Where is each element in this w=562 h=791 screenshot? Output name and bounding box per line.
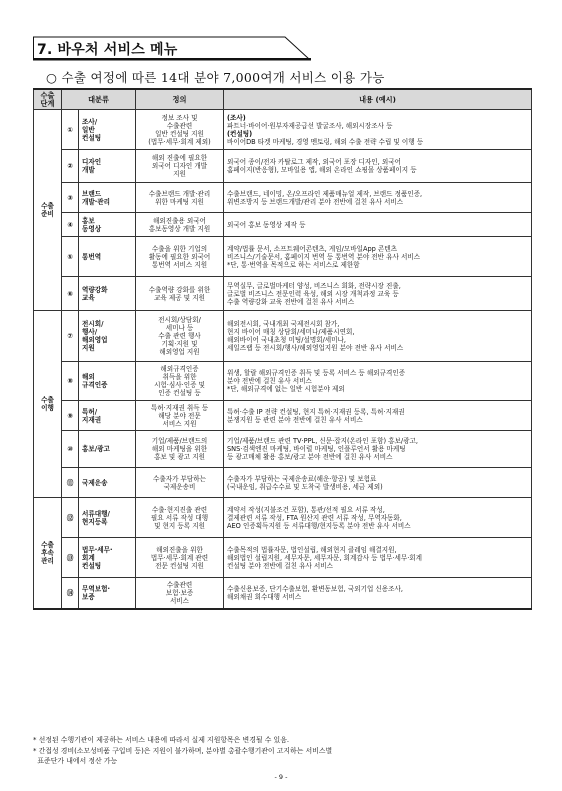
category-cell: 서류대행/ 현지등록 [79, 498, 136, 538]
row-number: ⑩ [62, 431, 79, 468]
content-line: 수출자가 부담하는 국제운송료(해운·항공) 및 보험료 [227, 474, 377, 483]
content-line: 특허·수출 IP 전략 컨설팅, 현지 특허·지재권 등록, 특허·지재권 [227, 407, 405, 416]
content-line: 해외법인 설립지원, 세무자문, 세무자문, 회계감사 등 법무·세무·회계 [227, 553, 423, 562]
definition-cell: 수출역량 강화를 위한 교육 제공 및 지원 [136, 277, 224, 311]
table-row [34, 277, 532, 311]
content-line: 계약/법률 문서, 소프트웨어콘텐츠, 게임/모바일App 콘텐츠 [227, 244, 398, 253]
header-stage: 수출 단계 [34, 89, 62, 110]
definition-cell: 기업/제품/브랜드의 해외 마케팅을 위한 홍보 및 광고 지원 [136, 431, 224, 468]
content-line: (컨설팅) [227, 129, 253, 138]
row-number: ⑥ [62, 277, 79, 311]
row-number: ② [62, 150, 79, 183]
category-cell: 홍보 동영상 [79, 213, 136, 237]
footnotes [33, 735, 538, 767]
definition-cell: 해외진출을 위한 법무·세무·회계 관련 전문 컨설팅 지원 [136, 538, 224, 578]
row-number: ⑬ [62, 538, 79, 578]
content-cell [224, 110, 532, 150]
content-line: 결제관련 서류 작성, FTA 원산지 관련 서류 작성, 무역자동화, [227, 513, 402, 522]
category-cell: 홍보/광고 [79, 431, 136, 468]
row-number: ④ [62, 213, 79, 237]
table-row [34, 237, 532, 277]
category-cell: 무역보험· 보증 [79, 578, 136, 609]
stage-cell-post: 수출 후속 관리 [34, 498, 62, 609]
category-cell: 전시회/ 행사/ 해외영업 지원 [79, 311, 136, 362]
row-number: ⑤ [62, 237, 79, 277]
content-line: 수출신용보증, 단기수출보험, 환변동보험, 국외기업 신용조사, [227, 584, 404, 593]
page-number: - 9 - [274, 773, 288, 781]
table-row [34, 468, 532, 498]
row-number: ③ [62, 183, 79, 213]
table-row [34, 150, 532, 183]
section-title: 7. 바우처 서비스 메뉴 [37, 42, 178, 58]
content-line: 비즈니스/기술문서, 홈페이지 번역 등 통번역 분야 전반 유사 서비스 [227, 252, 421, 261]
header-category: 대분류 [62, 89, 136, 110]
content-line: 외국어 홍보 동영상 제작 등 [227, 220, 306, 229]
table-row [34, 498, 532, 538]
content-cell [224, 277, 532, 311]
header-definition: 정의 [136, 89, 224, 110]
content-cell [224, 401, 532, 431]
category-cell: 해외 규격인증 [79, 362, 136, 401]
table-header-row [34, 89, 532, 110]
content-line: 바이어DB 타겟 마케팅, 경영 멘토링, 해외 수출 전략 수립 및 이행 등 [227, 137, 424, 146]
content-line: 계약서 작성(지불조건 포함), 통관/선적 필요 서류 작성, [227, 505, 385, 514]
stage-cell-exec: 수출 이행 [34, 311, 62, 498]
category-cell: 디자인 개발 [79, 150, 136, 183]
definition-cell: 특허·지재권 취득 등 해당 분야 전문 서비스 지원 [136, 401, 224, 431]
definition-cell: 해외규격인증 취득을 위한 시험·심사·인증 및 인증 컨설팅 등 [136, 362, 224, 401]
table-row [34, 311, 532, 362]
row-number: ⑫ [62, 498, 79, 538]
table-row [34, 213, 532, 237]
content-line: 기업/제품/브랜드 관련 TV·PPL, 신문·잡지(온라인 포함) 홍보/광고, [227, 437, 418, 445]
category-cell: 특허/ 지재권 [79, 401, 136, 431]
footnote: * 선정된 수행기관이 제공하는 서비스 내용에 따라서 실제 지원항목은 변경될 수 있음. [33, 736, 290, 744]
content-line: 현지 바이어 매칭 상담회/세미나/제품시연회, [227, 328, 355, 336]
definition-cell: 수출브랜드 개발·관리 위한 마케팅 지원 [136, 183, 224, 213]
definition-cell: 수출관련 보험·보증 서비스 [136, 578, 224, 609]
content-cell [224, 150, 532, 183]
category-cell: 조사/ 일반 컨설팅 [79, 110, 136, 150]
row-number: ① [62, 110, 79, 150]
content-line: AEO 인증획득지원 등 서류대행/현지등록 분야 전반 유사 서비스 [227, 521, 411, 530]
content-line: 해외채권 회수대행 서비스 [227, 592, 302, 601]
content-line: 무역실무, 글로벌마케터 양성, 비즈니스 회화, 전략시장 진출, [227, 281, 401, 290]
definition-cell: 해외 진출에 필요한 외국어 디자인 개발 지원 [136, 150, 224, 183]
content-line: 수출목적의 법률자문, 법인설립, 해외현지 클레임 해결지원, [227, 545, 397, 554]
content-line: 해외전시회, 국내개최 국제전시회 참가, [227, 320, 340, 328]
definition-cell: 전시회/상담회/ 세미나 등 수출 관련 행사 기획·지원 및 해외영업 지원 [136, 311, 224, 362]
definition-cell: 수출·현지진출 관련 필요 서류 작성 대행 및 현지 등록 지원 [136, 498, 224, 538]
content-line: 위생, 할랄 해외규격인증 취득 및 등록 서비스 등 해외규격인증 [227, 369, 406, 377]
content-cell [224, 183, 532, 213]
table-row [34, 538, 532, 578]
table-row [34, 110, 532, 150]
category-cell: 브랜드 개발·관리 [79, 183, 136, 213]
footnote: * 간접성 경비(소모성비품 구입비 등)은 지원이 불가하며, 분야별 총괄수행기관이 고지하는 서비스별 [33, 746, 333, 755]
content-line: 수출 역량강화 교육 전반에 걸친 유사 서비스 [227, 297, 355, 306]
content-cell [224, 468, 532, 498]
row-number: ⑦ [62, 311, 79, 362]
content-cell [224, 237, 532, 277]
content-line: 등 광고매체 활용 홍보/광고 분야 전반에 걸친 유사 서비스 [227, 453, 393, 461]
table-row [34, 362, 532, 401]
content-line: 글로벌 비즈니스 전문인력 육성, 해외 시장 개척과정 교육 등 [227, 289, 399, 298]
content-line: 수출브랜드, 네이밍, 온/오프라인 제품매뉴얼 제작, 브랜드 정품인증, [227, 189, 423, 198]
content-cell [224, 498, 532, 538]
definition-cell: 정보 조사 및 수출관련 일반 컨설팅 지원 (법무·세무·회계 제외) [136, 110, 224, 150]
content-line: *단, 해외규격에 없는 일반 시험분야 제외 [227, 385, 345, 393]
table-row [34, 431, 532, 468]
subtitle: ○ 수출 여정에 따른 14대 분야 7,000여개 서비스 이용 가능 [46, 70, 385, 85]
definition-cell: 수출자가 부담하는 국제운송비 [136, 468, 224, 498]
content-line: 세일즈랩 등 전시회/행사/해외영업지원 분야 전반 유사 서비스 [227, 344, 404, 352]
row-number: ⑭ [62, 578, 79, 609]
table-row [34, 401, 532, 431]
content-line: SNS·검색엔진 마케팅, 바이럴 마케팅, 인플루언서 활용 마케팅 [227, 445, 406, 453]
footnote: 표준단가 내에서 정산 가능 [33, 757, 118, 765]
category-cell: 법무·세무· 회계 컨설팅 [79, 538, 136, 578]
content-cell [224, 213, 532, 237]
category-cell: 국제운송 [79, 468, 136, 498]
row-number: ⑨ [62, 401, 79, 431]
content-line: 홈페이지(반응형), 모바일용 앱, 해외 온라인 쇼핑몰 상품페이지 등 [227, 166, 417, 174]
content-line: 분쟁지원 등 관련 분야 전반에 걸친 유사 서비스 [227, 415, 363, 424]
definition-cell: 해외진출용 외국어 홍보동영상 개발 지원 [136, 213, 224, 237]
content-line: 컨설팅 분야 전반에 걸친 유사 서비스 [227, 561, 334, 570]
table-row [34, 578, 532, 609]
content-line: (조사) [227, 113, 246, 122]
content-cell [224, 362, 532, 401]
content-line: (국내운임, 취급수수료 및 도착국 발생비용, 세금 제외) [227, 482, 383, 491]
content-line: 분야 전반에 걸친 유사 서비스 [227, 377, 312, 385]
category-cell: 역량강화 교육 [79, 277, 136, 311]
content-cell [224, 578, 532, 609]
row-number: ⑧ [62, 362, 79, 401]
content-line: *단, 통·번역을 목적으로 하는 서비스로 제한함 [227, 260, 360, 269]
content-line: 파트너·바이어·원부자재공급선 발굴조사, 해외시장조사 등 [227, 121, 393, 130]
content-line: 위변조방지 등 브랜드개발/관리 분야 전반에 걸친 유사 서비스 [227, 197, 404, 206]
voucher-service-table [33, 88, 532, 610]
header-content: 내용 (예시) [224, 89, 532, 110]
category-cell: 통번역 [79, 237, 136, 277]
content-cell [224, 431, 532, 468]
definition-cell: 수출을 위한 기업의 활동에 필요한 외국어 통번역 서비스 지원 [136, 237, 224, 277]
content-cell [224, 538, 532, 578]
content-line: 외국어 종이/전자 카탈로그 제작, 외국어 포장 디자인, 외국어 [227, 158, 401, 166]
row-number: ⑪ [62, 468, 79, 498]
stage-cell-prep: 수출 준비 [34, 110, 62, 311]
table-row [34, 183, 532, 213]
content-line: 해외바이어 국내초청 미팅/설명회/세미나, [227, 336, 347, 344]
content-cell [224, 311, 532, 362]
